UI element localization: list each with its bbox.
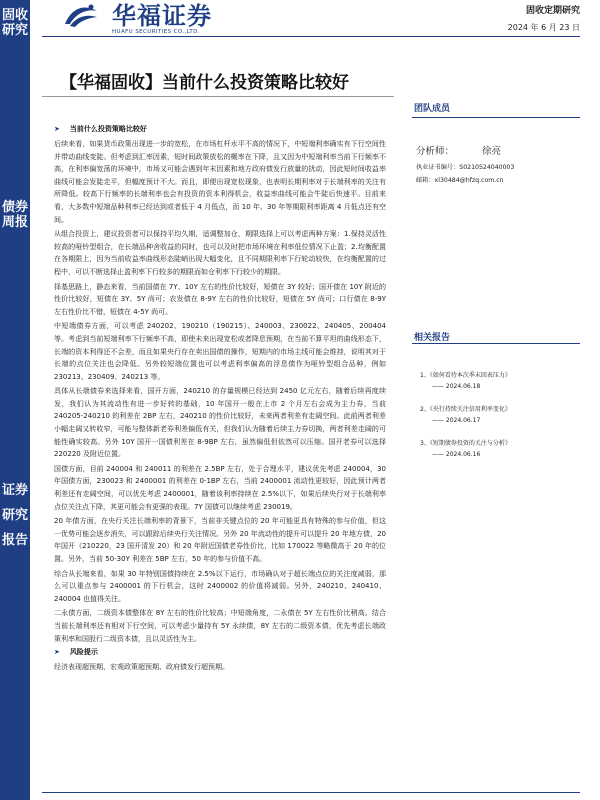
title-divider — [42, 96, 394, 97]
sidebar-bottom-label: 证券研究报告 — [1, 483, 28, 548]
analyst-cert: 执业证书编号：S0210524040003 — [416, 164, 515, 171]
body-paragraph: 20 年债方面，在央行关注长端利率的背景下，当前非关键点位的 20 年可能更具有特殊的参与价值，但这一优势可能会逐步消失，可以跟踪后续央行关注情况。另外 20 年流动性的提升可以提升 20 年地方债，20 年国开（210220，23 国开清发 20）和 20 年附近国债老券性价比，比如 170022 等略微高于 20 年的位置。另外，当前 50-30Y 利差在 5BP 左右，50 年的参与价值不高。 — [54, 517, 386, 563]
body-paragraph: 国债方面，目前 240004 和 240011 的利差在 2.5BP 左右，处于合理水平，建议优先考虑 240004，30 年国债方面，230023 和 2400001 的利差在 0-1BP 左右，当前 2400001 流动性更较好，因此预计两者利差还有走阔空间，可以优先考虑 2400001，随着该利率持续在 2.5%以下，如果后续央行对于长端利率点位关注点下降，其更可能会有更强的表现。7Y 国债可以继续考虑 230019。 — [54, 464, 386, 511]
section-heading-text: 当前什么投资策略比较好 — [69, 125, 147, 133]
body-paragraph: 从组合投资上，建议投资者可以保持平均久期，适调整加仓，期限选择上可以考虑两种方案：1.保持灵活性较高的哑铃型组合，在长端品种舍收益的同时，也可以及时把市场环境在利率低位情况下止盈；2.均衡配置在各期限上，因为当前收益率曲线形态陡峭出现大幅变化，且不同期限利率下行轮动较快，在均衡配置的过程中，可以不断选择止盈利率下行较多的期限而如仓利率下行较少的期限。 — [54, 230, 386, 276]
related-report-date: —— 2024.06.16 — [432, 451, 481, 458]
related-reports-heading: 相关报告 — [414, 333, 451, 343]
analyst-name-row — [416, 146, 586, 158]
related-report-date: —— 2024.06.17 — [432, 417, 481, 424]
analyst-email[interactable]: 邮箱：xl30484@hfzq.com.cn — [416, 177, 504, 184]
arrow-icon: ➤ — [54, 648, 60, 657]
report-title: 【华福固收】当前什么投资策略比较好 — [60, 73, 349, 93]
report-date: 2024 年 6 月 23 日 — [507, 23, 580, 32]
sidebar-mid-label: 债券周报 — [1, 200, 28, 230]
body-paragraph: 后续来看，如果货币政策出现进一步的宽松，在市场杠杆水平不高的情况下，中短端利率确实有下行空间性并带动曲线变陡。但考虑到汇率因素，短时间政策放松的概率在下降，且又因为中短端利率当前下行频率不高，在利率偏宽荡的环境中，市场又可能会遇到年末因素和地方政府债发行放量的扰动，因此短时间收益率曲线可能会发陡走平，但幅度预计不大。而且，即便出现宽松现象，也表明长期利率对于长端利率的关注有所降低。较高下行频率的长端利率也会有投资的资本利得机会，收益率曲线可能会牛陡后快速平。目前来看，大多数中短端品种利率已经达到或者低于 4 月低点，而 10 年、30 年等期限利率距离 4 月低点还有空间。 — [54, 140, 386, 224]
section-heading — [54, 124, 386, 134]
report-type: 固收定期研究 — [525, 6, 580, 16]
body-paragraph: 择基思路上，静态来看，当前国债在 7Y、10Y 左右的性价比较好，短债在 3Y 较好；国开债在 10Y 附近的性价比较好，短债在 3Y、5Y 尚可；农发债在 8-9Y 左右的性价比较好，短债在 5Y 尚可；口行债在 8-9Y 左右性价比不错，短债在 4-5Y 尚可。 — [54, 282, 386, 316]
related-report-item[interactable] — [420, 370, 585, 392]
related-report-title[interactable]: 2、《央行持续关注信用利率变化》 — [420, 406, 511, 413]
analyst-role: 分析师： — [416, 146, 455, 157]
team-divider — [412, 117, 580, 118]
logo-company-english: HUAFU SECURITIES CO.,LTD. — [112, 29, 200, 35]
related-report-title[interactable]: 1、《如何看待本次季末回表压力》 — [420, 372, 511, 379]
analyst-name: 徐亮 — [482, 146, 502, 157]
sidebar-top-label: 固收研究 — [1, 8, 28, 38]
risk-heading-text: 风险提示 — [69, 648, 98, 657]
main-content — [54, 124, 386, 800]
arrow-icon: ➤ — [54, 125, 60, 133]
body-paragraph: 二永债方面，二级资本债整体在 8Y 左右的性价比较高；中短端角度，二永债在 5Y 左右性价比稍高。结合当前长端利率还有相对下行空间，可以考虑少量持有 5Y 永续债，8Y 左右的二级资本债，优先考虑长端政策利率和国股行二级资本债，且以灵活性为主。 — [54, 609, 386, 643]
header-divider — [42, 36, 580, 37]
risk-text: 经济表现超预期、宏观政策超预期、政府债发行超预期。 — [54, 663, 229, 672]
related-reports-list — [420, 370, 585, 472]
side-bar — [0, 0, 30, 800]
body-paragraph: 中短端债券方面，可以考虑 240202、190210（190215）、240003、230022、240405、200404 等。考虑到当前短端利率下行频率不高，即使未来出现宽松或者降息预期，在当前不算平坦的曲线形态下，长端的资本利得还不会差，而且如果央行存在卖出国债的操作，短期内的市场主线可能会维持，说明其对于长端的点位关注也会降低。另外较短端位置也可以考虑利率偏高的浮息债作为哑铃型组合品种，例如 230213、230409、240213 等。 — [54, 322, 386, 381]
related-report-title[interactable]: 3、《短期债券投资的关注与分析》 — [420, 440, 511, 447]
body-paragraph: 综合从长端来看，如果 30 年特别国债持续在 2.5%以下运行，市场确认对于超长端点位的关注度减弱，那么可以重点参与 2400001 的下行机会，这时 2400002 的价值将减弱。另外，240210、240410、240004 也值得关注。 — [54, 569, 386, 603]
related-report-date: —— 2024.06.18 — [432, 383, 481, 390]
analyst-info — [416, 146, 586, 187]
logo-company-name: 华福证券 — [112, 2, 212, 30]
risk-heading — [54, 647, 386, 657]
footer-divider — [42, 792, 580, 793]
body-paragraph: 具体从长端债券来选择来看，国开方面，240210 的存量规模已经达到 2450 亿元左右，随着后续再度续发，我们认为其流动性有进一步好转的基础，10 年国开一般在上市 2 个月左右会成为主力券，当前 240205-240210 的利差在 2BP 左右，240210 的性价比较好，未来两者利差有走阔空间。此前两者利差小幅走阔又转收窄，可能与整体新老券利差偏低有关，但我们认为随着后续主力券切换，两者利差走阔的可能性确实较高。另外 10Y 国开一国债利差在 8-9BP 左右，虽然偏低但依然可以压缩。国开老券可以选择 220220 及附近位置。 — [54, 387, 386, 459]
related-report-item[interactable] — [420, 404, 585, 426]
team-label: 团队成员 — [414, 104, 451, 114]
related-report-item[interactable] — [420, 438, 585, 460]
company-logo-icon — [63, 3, 99, 29]
related-divider — [412, 343, 580, 344]
